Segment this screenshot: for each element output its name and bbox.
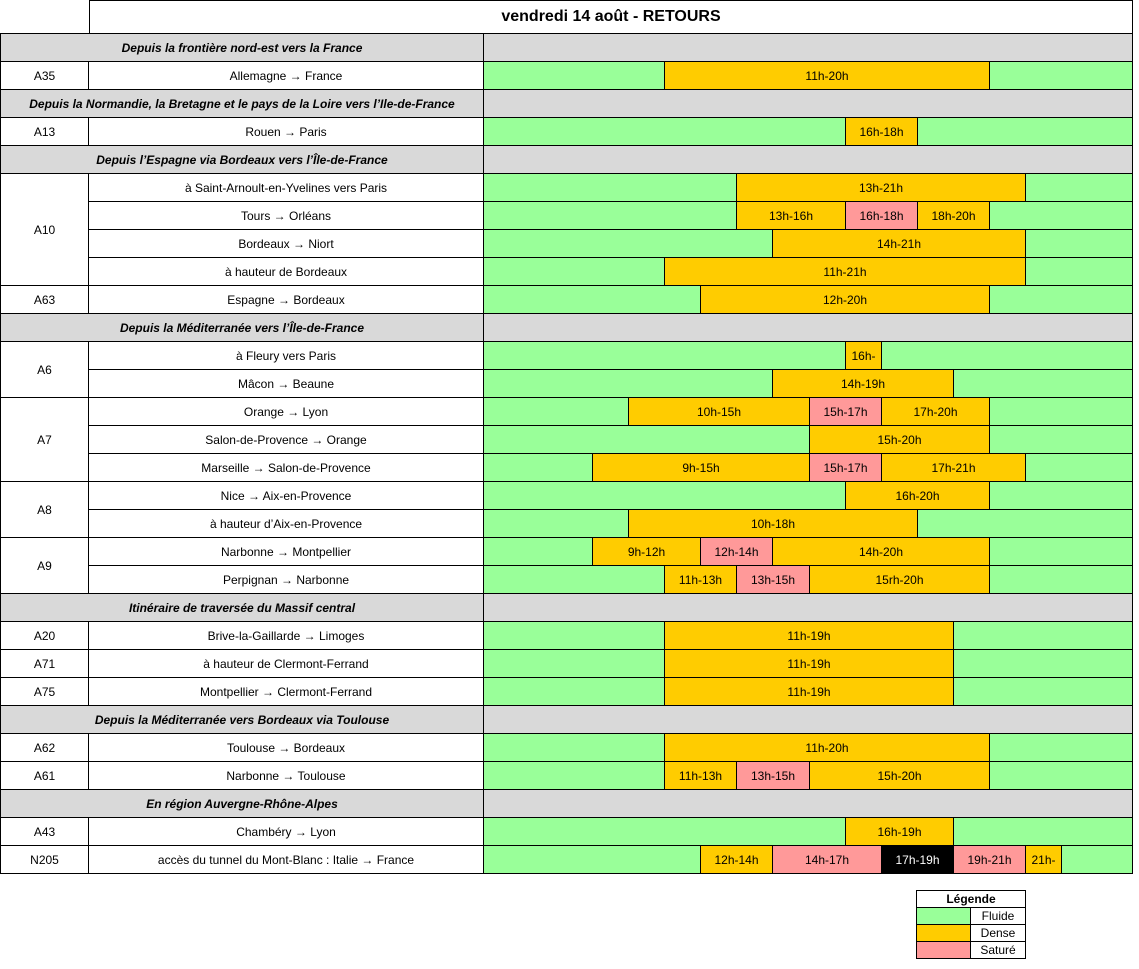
route-label: à hauteur d’Aix-en-Provence <box>89 510 484 538</box>
road-code: A62 <box>0 734 89 762</box>
route-label: à hauteur de Bordeaux <box>89 258 484 286</box>
route-label: Narbonne → Montpellier <box>89 538 484 566</box>
traffic-segment-fluide <box>484 538 592 565</box>
traffic-segment-fluide <box>484 734 664 761</box>
road-code: A7 <box>0 398 89 482</box>
traffic-segment-fluide <box>989 202 1133 229</box>
traffic-segment-fluide <box>484 650 664 677</box>
traffic-segment-sature: 15h-17h <box>809 454 881 481</box>
traffic-segment-dense: 14h-21h <box>772 230 1025 257</box>
section-header-filler <box>484 314 1133 342</box>
traffic-segment-fluide <box>484 762 664 789</box>
traffic-segment-fluide <box>484 454 592 481</box>
route-label: à Fleury vers Paris <box>89 342 484 370</box>
traffic-segment-fluide <box>484 510 628 537</box>
section-header-filler <box>484 790 1133 818</box>
traffic-segment-dense: 10h-15h <box>628 398 809 425</box>
timeline-row <box>484 510 1133 538</box>
traffic-segment-fluide <box>989 734 1133 761</box>
traffic-segment-dense: 11h-20h <box>664 62 989 89</box>
traffic-segment-fluide <box>484 566 664 593</box>
traffic-segment-dense: 11h-19h <box>664 622 953 649</box>
traffic-segment-fluide <box>989 62 1133 89</box>
traffic-segment-dense: 15h-20h <box>809 762 989 789</box>
traffic-segment-fluide <box>484 342 845 369</box>
traffic-segment-sature: 14h-17h <box>772 846 881 873</box>
road-code: A10 <box>0 174 89 286</box>
traffic-segment-fluide <box>917 118 1133 145</box>
traffic-segment-fluide <box>953 678 1133 705</box>
traffic-segment-fluide <box>1025 454 1133 481</box>
legend <box>916 890 1026 959</box>
road-code: A63 <box>0 286 89 314</box>
traffic-segment-fluide <box>1025 230 1133 257</box>
section-header: Depuis la Méditerranée vers Bordeaux via Toulouse <box>0 706 484 734</box>
traffic-segment-fluide <box>1025 174 1133 201</box>
timeline-row <box>484 230 1133 258</box>
page-title: vendredi 14 août - RETOURS <box>89 0 1133 34</box>
road-code: A61 <box>0 762 89 790</box>
traffic-segment-critique: 17h-19h <box>881 846 953 873</box>
traffic-segment-fluide <box>484 174 736 201</box>
route-label: Espagne → Bordeaux <box>89 286 484 314</box>
traffic-segment-fluide <box>484 818 845 845</box>
traffic-segment-fluide <box>484 118 845 145</box>
road-code: A43 <box>0 818 89 846</box>
traffic-segment-dense: 17h-20h <box>881 398 989 425</box>
traffic-segment-fluide <box>989 566 1133 593</box>
traffic-segment-dense: 9h-12h <box>592 538 700 565</box>
route-label: à Saint-Arnoult-en-Yvelines vers Paris <box>89 174 484 202</box>
traffic-segment-sature: 12h-14h <box>700 538 772 565</box>
timeline-row <box>484 398 1133 426</box>
timeline-row <box>484 202 1133 230</box>
traffic-segment-fluide <box>989 426 1133 453</box>
traffic-segment-sature: 15h-17h <box>809 398 881 425</box>
timeline-row <box>484 650 1133 678</box>
traffic-segment-dense: 16h-20h <box>845 482 989 509</box>
traffic-segment-fluide <box>484 426 809 453</box>
traffic-segment-fluide <box>989 538 1133 565</box>
legend-swatch-fluide <box>917 908 971 924</box>
traffic-segment-fluide <box>989 398 1133 425</box>
traffic-segment-fluide <box>881 342 1133 369</box>
route-label: Orange → Lyon <box>89 398 484 426</box>
legend-swatch-sature <box>917 942 971 958</box>
timeline-row <box>484 734 1133 762</box>
road-code: A6 <box>0 342 89 398</box>
traffic-segment-dense: 15h-20h <box>809 426 989 453</box>
section-header-filler <box>484 146 1133 174</box>
traffic-segment-dense: 11h-13h <box>664 566 736 593</box>
section-header-filler <box>484 594 1133 622</box>
traffic-segment-fluide <box>1061 846 1133 873</box>
route-label: Rouen → Paris <box>89 118 484 146</box>
section-header: Itinéraire de traversée du Massif central <box>0 594 484 622</box>
traffic-segment-fluide <box>953 650 1133 677</box>
traffic-segment-fluide <box>484 62 664 89</box>
section-header: Depuis la Normandie, la Bretagne et le pays de la Loire vers l’Ile-de-France <box>0 90 484 118</box>
timeline-row <box>484 454 1133 482</box>
legend-item-fluide <box>917 908 1025 924</box>
traffic-segment-fluide <box>484 202 736 229</box>
timeline-row <box>484 174 1133 202</box>
traffic-segment-fluide <box>484 230 772 257</box>
route-label: Marseille → Salon-de-Provence <box>89 454 484 482</box>
road-code: A35 <box>0 62 89 90</box>
traffic-segment-fluide <box>484 678 664 705</box>
timeline-row <box>484 818 1133 846</box>
traffic-segment-dense: 11h-13h <box>664 762 736 789</box>
road-code: A20 <box>0 622 89 650</box>
road-code: A13 <box>0 118 89 146</box>
timeline-row <box>484 370 1133 398</box>
traffic-segment-dense: 18h-20h <box>917 202 989 229</box>
route-label: Montpellier → Clermont-Ferrand <box>89 678 484 706</box>
section-header-filler <box>484 90 1133 118</box>
route-label: à hauteur de Clermont-Ferrand <box>89 650 484 678</box>
traffic-segment-fluide <box>1025 258 1133 285</box>
timeline-row <box>484 426 1133 454</box>
traffic-segment-fluide <box>484 846 700 873</box>
route-label: Nice → Aix-en-Provence <box>89 482 484 510</box>
traffic-segment-fluide <box>953 818 1133 845</box>
section-header-filler <box>484 34 1133 62</box>
traffic-segment-dense: 11h-21h <box>664 258 1025 285</box>
route-label: Allemagne → France <box>89 62 484 90</box>
section-header: En région Auvergne-Rhône-Alpes <box>0 790 484 818</box>
traffic-segment-fluide <box>989 482 1133 509</box>
timeline-row <box>484 342 1133 370</box>
route-label: accès du tunnel du Mont-Blanc : Italie → France <box>89 846 484 874</box>
route-label: Mâcon → Beaune <box>89 370 484 398</box>
timeline-row <box>484 846 1133 874</box>
timeline-row <box>484 62 1133 90</box>
timeline-row <box>484 482 1133 510</box>
timeline-row <box>484 622 1133 650</box>
legend-item-dense <box>917 924 1025 941</box>
traffic-segment-dense: 11h-19h <box>664 678 953 705</box>
traffic-segment-dense: 16h- <box>845 342 881 369</box>
section-header: Depuis l’Espagne via Bordeaux vers l’Île-de-France <box>0 146 484 174</box>
route-label: Tours → Orléans <box>89 202 484 230</box>
section-header-filler <box>484 706 1133 734</box>
traffic-segment-dense: 12h-20h <box>700 286 989 313</box>
road-code: A9 <box>0 538 89 594</box>
traffic-segment-dense: 11h-19h <box>664 650 953 677</box>
traffic-segment-fluide <box>484 622 664 649</box>
route-label: Toulouse → Bordeaux <box>89 734 484 762</box>
route-label: Narbonne → Toulouse <box>89 762 484 790</box>
legend-label-dense: Dense <box>980 926 1016 940</box>
traffic-segment-dense: 10h-18h <box>628 510 917 537</box>
traffic-segment-fluide <box>989 286 1133 313</box>
road-code: A71 <box>0 650 89 678</box>
traffic-segment-dense: 13h-21h <box>736 174 1025 201</box>
section-header: Depuis la frontière nord-est vers la France <box>0 34 484 62</box>
traffic-segment-dense: 14h-19h <box>772 370 953 397</box>
route-label: Brive-la-Gaillarde → Limoges <box>89 622 484 650</box>
legend-item-sature <box>917 941 1025 958</box>
road-code: A8 <box>0 482 89 538</box>
traffic-segment-fluide <box>953 370 1133 397</box>
timeline-row <box>484 678 1133 706</box>
traffic-segment-fluide <box>484 370 772 397</box>
section-header: Depuis la Méditerranée vers l’Île-de-France <box>0 314 484 342</box>
timeline-row <box>484 286 1133 314</box>
legend-label-fluide: Fluide <box>981 909 1015 923</box>
traffic-segment-dense: 16h-18h <box>845 118 917 145</box>
traffic-segment-fluide <box>484 482 845 509</box>
traffic-segment-dense: 17h-21h <box>881 454 1025 481</box>
traffic-segment-dense: 15rh-20h <box>809 566 989 593</box>
traffic-segment-dense: 16h-19h <box>845 818 953 845</box>
timeline-row <box>484 566 1133 594</box>
traffic-segment-dense: 11h-20h <box>664 734 989 761</box>
timeline-row <box>484 118 1133 146</box>
traffic-segment-fluide <box>484 398 628 425</box>
traffic-segment-sature: 13h-15h <box>736 566 809 593</box>
traffic-segment-dense: 12h-14h <box>700 846 772 873</box>
legend-label-sature: Saturé <box>980 943 1016 957</box>
traffic-segment-fluide <box>484 258 664 285</box>
route-label: Perpignan → Narbonne <box>89 566 484 594</box>
traffic-segment-sature: 16h-18h <box>845 202 917 229</box>
traffic-segment-fluide <box>989 762 1133 789</box>
timeline-row <box>484 538 1133 566</box>
timeline-row <box>484 258 1133 286</box>
traffic-segment-dense: 14h-20h <box>772 538 989 565</box>
timeline-row <box>484 762 1133 790</box>
traffic-segment-dense: 9h-15h <box>592 454 809 481</box>
traffic-segment-fluide <box>484 286 700 313</box>
traffic-segment-sature: 13h-15h <box>736 762 809 789</box>
route-label: Salon-de-Provence → Orange <box>89 426 484 454</box>
road-code: N205 <box>0 846 89 874</box>
legend-swatch-dense <box>917 925 971 941</box>
road-code: A75 <box>0 678 89 706</box>
traffic-segment-fluide <box>953 622 1133 649</box>
traffic-segment-dense: 13h-16h <box>736 202 845 229</box>
traffic-segment-dense: 21h- <box>1025 846 1061 873</box>
traffic-segment-sature: 19h-21h <box>953 846 1025 873</box>
route-label: Bordeaux → Niort <box>89 230 484 258</box>
route-label: Chambéry → Lyon <box>89 818 484 846</box>
legend-title: Légende <box>917 891 1025 908</box>
traffic-segment-fluide <box>917 510 1133 537</box>
